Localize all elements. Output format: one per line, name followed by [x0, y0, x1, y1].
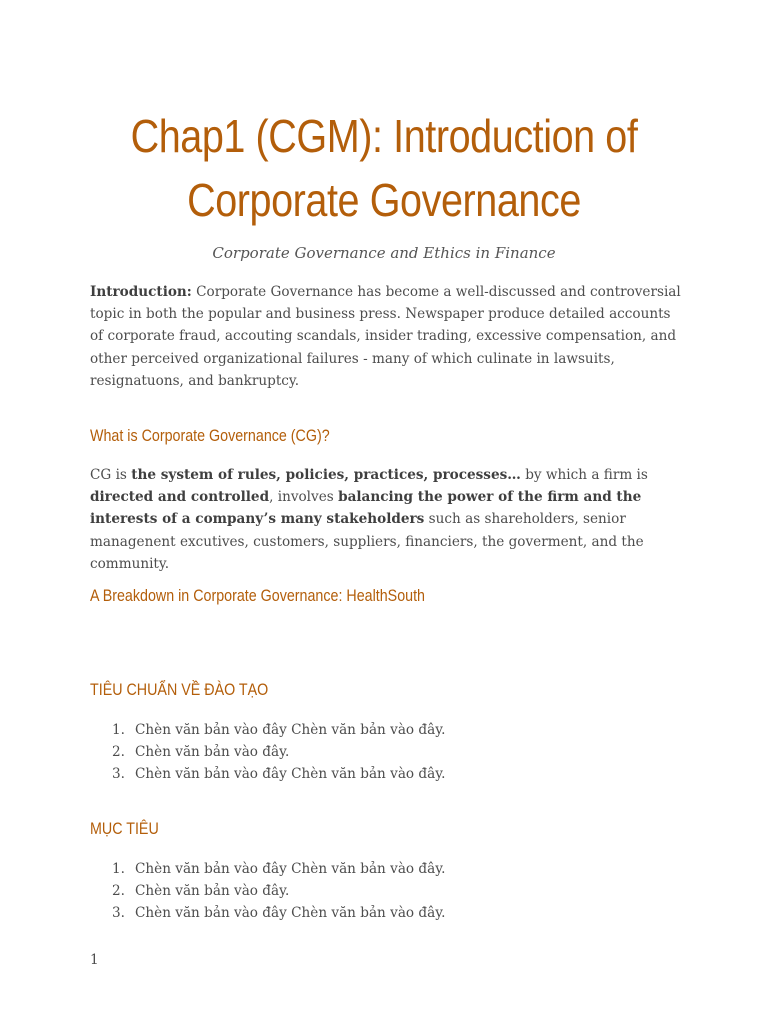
- list-item-number: 2.: [112, 744, 125, 760]
- intro-paragraph: [90, 281, 682, 392]
- list-item-text: Chèn văn bản vào đây Chèn văn bản vào đây.: [135, 861, 446, 877]
- section-heading-objectives: MỤC TIÊU: [90, 819, 159, 838]
- list-item: [90, 741, 445, 763]
- cg-definition-paragraph: [90, 464, 682, 575]
- page-number: 1: [90, 952, 99, 968]
- list-item-number: 1.: [112, 722, 125, 738]
- list-item: [90, 719, 445, 741]
- cg-bold-1: the system of rules, policies, practices, processes…: [131, 467, 521, 483]
- list-item: [90, 902, 445, 924]
- cg-text-4: such as shareholders, senior managenent excutives, customers, suppliers, financiers, the goverment, and the community.: [90, 511, 644, 572]
- list-item-text: Chèn văn bản vào đây.: [135, 744, 290, 760]
- section-heading-training-standards: TIÊU CHUẨN VỀ ĐÀO TẠO: [90, 680, 269, 699]
- cg-bold-2: directed and controlled: [90, 489, 270, 506]
- document-subtitle: Corporate Governance and Ethics in Finance: [212, 244, 556, 262]
- cg-bold-3: balancing the power of the firm and the interests of a company’s many stakeholders: [90, 489, 642, 528]
- list-item-text: Chèn văn bản vào đây Chèn văn bản vào đây.: [135, 905, 446, 921]
- list-item: [90, 880, 445, 902]
- title-line-2: Corporate Governance: [187, 174, 581, 226]
- list-item-number: 3.: [112, 905, 125, 921]
- objectives-list: [90, 858, 445, 924]
- cg-text-2: by which a firm is: [520, 467, 648, 483]
- title-line-1: Chap1 (CGM): Introduction of: [130, 110, 638, 162]
- list-item-number: 1.: [112, 861, 125, 877]
- cg-text-3: , involves: [269, 489, 339, 506]
- list-item-text: Chèn văn bản vào đây Chèn văn bản vào đây.: [135, 766, 446, 782]
- intro-label: Introduction:: [90, 284, 192, 300]
- list-item-number: 3.: [112, 766, 125, 782]
- list-item-number: 2.: [112, 883, 125, 899]
- list-item-text: Chèn văn bản vào đây.: [135, 883, 290, 899]
- list-item: [90, 763, 445, 785]
- cg-text-1: CG is: [90, 467, 132, 483]
- document-title: [105, 104, 662, 232]
- training-standards-list: [90, 719, 445, 785]
- section-heading-what-is-cg: What is Corporate Governance (CG)?: [90, 426, 330, 445]
- list-item: [90, 858, 445, 880]
- list-item-text: Chèn văn bản vào đây Chèn văn bản vào đây.: [135, 722, 446, 738]
- section-heading-healthsouth: A Breakdown in Corporate Governance: HealthSouth: [90, 586, 425, 605]
- intro-text: Corporate Governance has become a well-discussed and controversial topic in both the popular and business press. Newspaper produce detailed accounts of corporate fraud, accouting scandals, insider trading, excessive compensation, and other perceived organizational failures - many of which culinate in lawsuits, resignatuons, and bankruptcy.: [90, 284, 681, 389]
